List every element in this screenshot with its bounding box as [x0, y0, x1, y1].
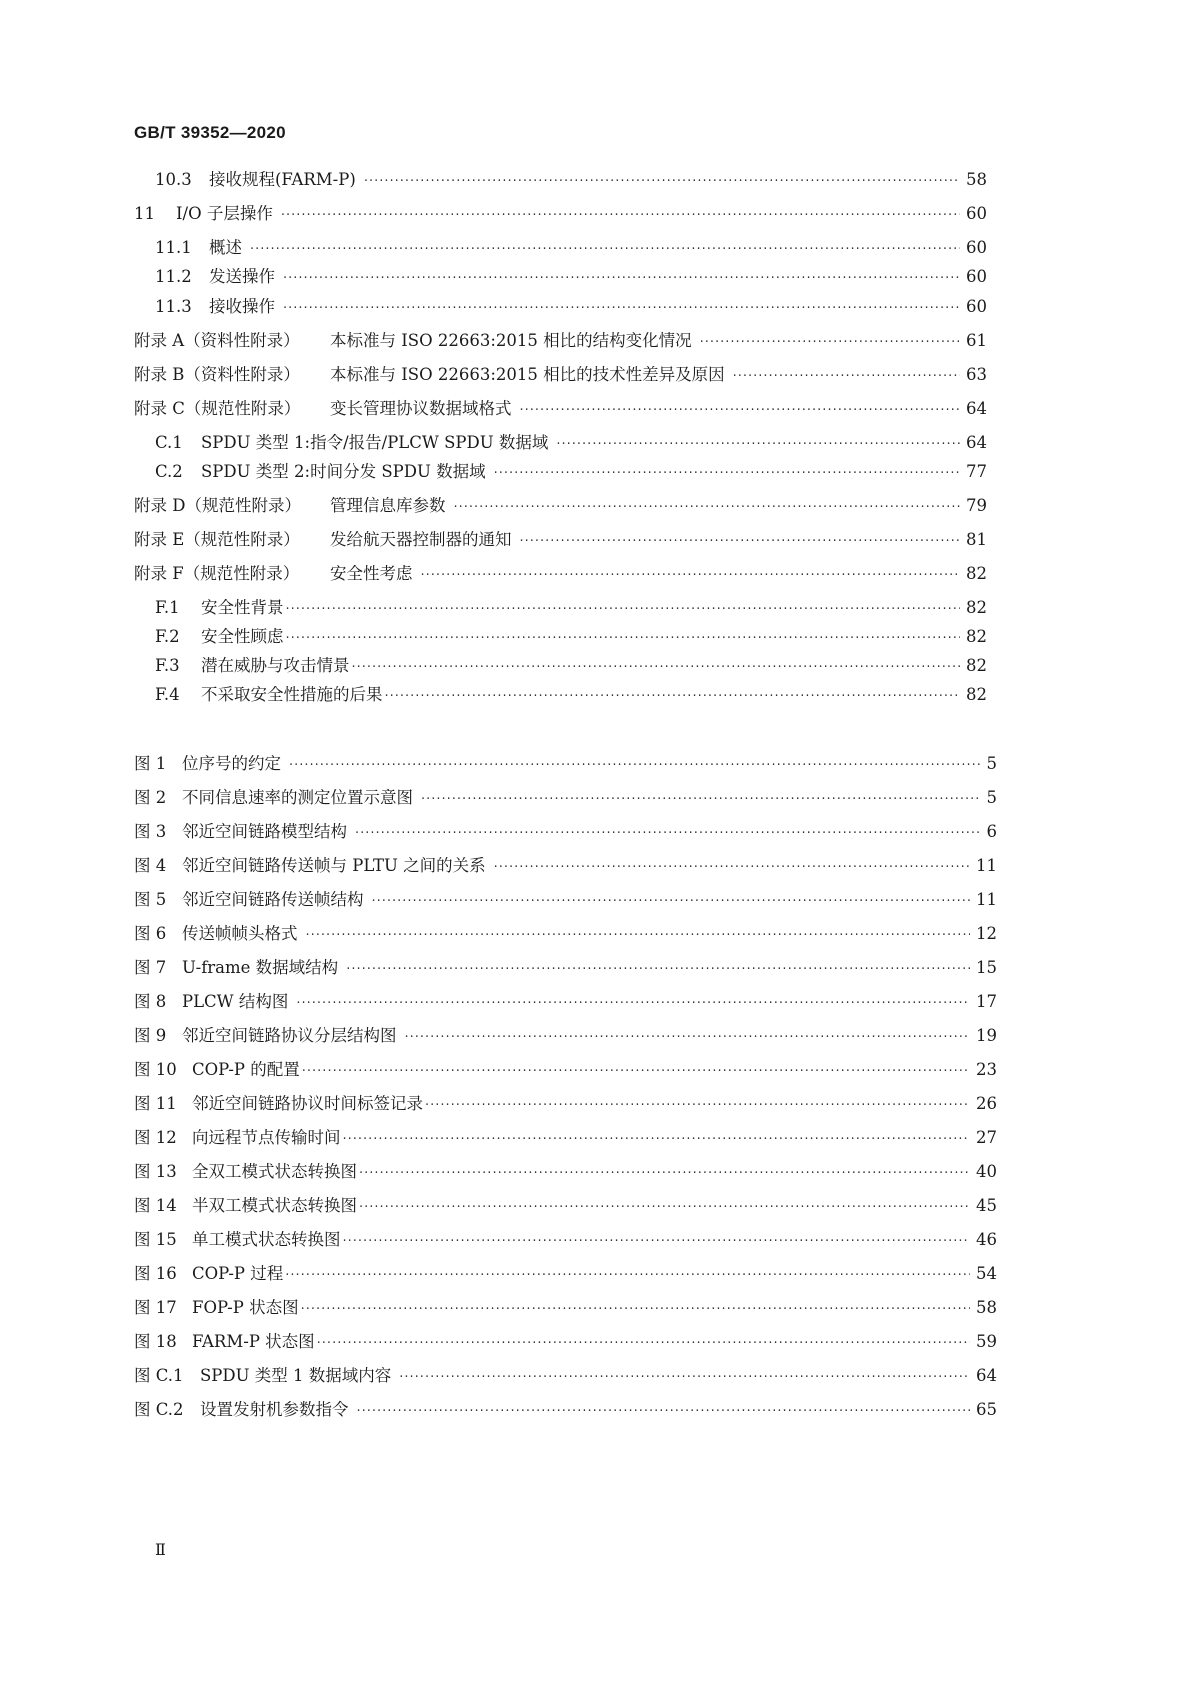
leader-dots [302, 1058, 970, 1084]
figure-entry[interactable] [134, 854, 997, 878]
toc-entry-number: 11.3 [155, 297, 192, 316]
figure-entry-title: 单工模式状态转换图 [192, 1230, 341, 1249]
leader-dots [372, 888, 971, 914]
figure-entry-title: 向远程节点传输时间 [192, 1128, 341, 1147]
figure-entry[interactable] [134, 1058, 997, 1082]
figure-entry[interactable] [134, 1160, 997, 1184]
figure-entry-title: SPDU 类型 1 数据域内容 [200, 1366, 392, 1385]
toc-entry-page: 64 [966, 399, 987, 418]
leader-dots [556, 431, 960, 457]
leader-dots [306, 922, 971, 948]
toc-entry-title: SPDU 类型 1:指令/报告/PLCW SPDU 数据域 [201, 433, 549, 452]
toc-entry-number: F.3 [155, 656, 180, 675]
toc-entry[interactable] [155, 683, 987, 707]
figure-entry-page: 19 [976, 1026, 997, 1045]
figure-entry-number: 图 1 [134, 754, 167, 773]
leader-dots [283, 265, 960, 291]
leader-dots [286, 596, 961, 622]
leader-dots [281, 202, 960, 228]
standard-id: GB/T 39352—2020 [134, 123, 286, 142]
toc-entry-page: 61 [966, 331, 987, 350]
page-number: Ⅱ [155, 1540, 166, 1559]
toc-entry-title: 概述 [209, 238, 242, 257]
figure-entry-title: U-frame 数据域结构 [182, 958, 339, 977]
figure-entry-title: 邻近空间链路协议时间标签记录 [192, 1094, 423, 1113]
figure-entry-page: 12 [976, 924, 997, 943]
leader-dots [283, 295, 960, 321]
toc-entry[interactable] [155, 625, 987, 649]
toc-entry-number: 10.3 [155, 170, 192, 189]
leader-dots [355, 820, 981, 846]
figure-entry-number: 图 10 [134, 1060, 177, 1079]
figure-entry[interactable] [134, 1126, 997, 1150]
figure-entry-title: FOP-P 状态图 [192, 1298, 299, 1317]
figure-entry-title: 邻近空间链路传送帧结构 [182, 890, 364, 909]
figure-entry-number: 图 14 [134, 1196, 177, 1215]
figure-entry-title: 位序号的约定 [182, 754, 281, 773]
leader-dots [364, 168, 960, 194]
figure-entry-title: COP-P 过程 [192, 1264, 284, 1283]
figure-entry[interactable] [134, 1024, 997, 1048]
toc-entry[interactable] [155, 596, 987, 620]
leader-dots [317, 1330, 970, 1356]
toc-entry-number: 11.1 [155, 238, 192, 257]
figure-entry-page: 58 [976, 1298, 997, 1317]
figure-entry-page: 46 [976, 1230, 997, 1249]
figure-entry-title: 邻近空间链路传送帧与 PLTU 之间的关系 [182, 856, 486, 875]
leader-dots [359, 1194, 970, 1220]
toc-entry-page: 82 [966, 627, 987, 646]
leader-dots [357, 1398, 971, 1424]
figure-entry-title: 设置发射机参数指令 [200, 1400, 349, 1419]
toc-entry-title: SPDU 类型 2:时间分发 SPDU 数据域 [201, 462, 486, 481]
figure-entry-number: 图 8 [134, 992, 167, 1011]
figure-entry-number: 图 12 [134, 1128, 177, 1147]
toc-entry[interactable] [134, 562, 987, 586]
leader-dots [359, 1160, 970, 1186]
toc-entry[interactable] [155, 295, 987, 319]
figure-entry[interactable] [134, 1228, 997, 1252]
figure-entry-number: 图 17 [134, 1298, 177, 1317]
toc-entry-title: I/O 子层操作 [176, 204, 273, 223]
leader-dots [343, 1228, 971, 1254]
figure-entry[interactable] [134, 786, 997, 810]
toc-entry-title: 潜在威胁与攻击情景 [201, 656, 350, 675]
toc-entry-number: C.2 [155, 462, 183, 481]
leader-dots [385, 683, 961, 709]
leader-dots [405, 1024, 971, 1050]
toc-entry-number: 附录 B（资料性附录） [134, 365, 300, 384]
figure-entry-page: 40 [976, 1162, 997, 1181]
toc-entry-page: 82 [966, 598, 987, 617]
toc-entry-page: 82 [966, 564, 987, 583]
toc-entry-title: 发给航天器控制器的通知 [330, 530, 512, 549]
toc-entry[interactable] [155, 431, 987, 455]
figure-entry-page: 54 [976, 1264, 997, 1283]
figure-entry-number: 图 9 [134, 1026, 167, 1045]
figure-entry-page: 64 [976, 1366, 997, 1385]
figure-entry-title: 全双工模式状态转换图 [192, 1162, 357, 1181]
leader-dots [296, 990, 970, 1016]
figure-entry[interactable] [134, 956, 997, 980]
leader-dots [250, 236, 960, 262]
figure-entry[interactable] [134, 1330, 997, 1354]
figure-entry-number: 图 16 [134, 1264, 177, 1283]
leader-dots [421, 786, 981, 812]
toc-entry-number: C.1 [155, 433, 183, 452]
figure-entry[interactable] [134, 1398, 997, 1422]
leader-dots [494, 854, 970, 880]
figure-entry[interactable] [134, 752, 997, 776]
leader-dots [520, 397, 961, 423]
toc-entry[interactable] [134, 528, 987, 552]
toc-entry[interactable] [134, 202, 987, 226]
toc-entry-number: 附录 F（规范性附录） [134, 564, 300, 583]
toc-entry-title: 安全性顾虑 [201, 627, 284, 646]
toc-entry-page: 58 [966, 170, 987, 189]
figure-entry-page: 65 [976, 1400, 997, 1419]
leader-dots [421, 562, 961, 588]
leader-dots [285, 1262, 970, 1288]
toc-entry-page: 64 [966, 433, 987, 452]
leader-dots [346, 956, 970, 982]
toc-entry-number: 附录 A（资料性附录） [134, 331, 300, 350]
toc-entry-page: 60 [966, 238, 987, 257]
toc-entry[interactable] [134, 494, 987, 518]
figure-entry-page: 27 [976, 1128, 997, 1147]
leader-dots [286, 625, 961, 651]
figure-entry-number: 图 C.1 [134, 1366, 184, 1385]
toc-entry[interactable] [155, 236, 987, 260]
figure-entry-number: 图 15 [134, 1230, 177, 1249]
figure-entry-number: 图 11 [134, 1094, 177, 1113]
figure-entry[interactable] [134, 1364, 997, 1388]
toc-entry-title: 接收操作 [209, 297, 275, 316]
toc-entry[interactable] [134, 329, 987, 353]
toc-entry-title: 不采取安全性措施的后果 [201, 685, 383, 704]
figure-entry-title: 邻近空间链路模型结构 [182, 822, 347, 841]
toc-entry-page: 60 [966, 267, 987, 286]
toc-entry-title: 发送操作 [209, 267, 275, 286]
figure-entry-page: 45 [976, 1196, 997, 1215]
figure-entry-number: 图 4 [134, 856, 167, 875]
figure-entry-number: 图 C.2 [134, 1400, 184, 1419]
figure-entry-title: 不同信息速率的测定位置示意图 [182, 788, 413, 807]
toc-entry[interactable] [134, 363, 987, 387]
leader-dots [343, 1126, 971, 1152]
figure-entry-title: 邻近空间链路协议分层结构图 [182, 1026, 397, 1045]
figure-entry-number: 图 7 [134, 958, 167, 977]
toc-entry[interactable] [155, 460, 987, 484]
toc-entry-page: 82 [966, 656, 987, 675]
toc-entry-title: 安全性背景 [201, 598, 284, 617]
figure-entry[interactable] [134, 1296, 997, 1320]
toc-entry-page: 60 [966, 204, 987, 223]
toc-entry-title: 本标准与 ISO 22663:2015 相比的技术性差异及原因 [330, 365, 725, 384]
toc-entry[interactable] [155, 654, 987, 678]
leader-dots [700, 329, 960, 355]
toc-entry-page: 77 [966, 462, 987, 481]
leader-dots [352, 654, 961, 680]
figure-entry[interactable] [134, 1092, 997, 1116]
figure-entry-page: 15 [976, 958, 997, 977]
toc-entry[interactable] [134, 397, 987, 421]
figure-entry-page: 23 [976, 1060, 997, 1079]
leader-dots [494, 460, 960, 486]
toc-entry[interactable] [155, 265, 987, 289]
toc-entry-number: 11 [134, 204, 155, 223]
figure-entry-number: 图 5 [134, 890, 167, 909]
toc-entry-title: 变长管理协议数据域格式 [330, 399, 512, 418]
figure-entry-page: 6 [986, 822, 997, 841]
toc-entry-title: 安全性考虑 [330, 564, 413, 583]
toc-entry-page: 82 [966, 685, 987, 704]
figure-entry-number: 图 2 [134, 788, 167, 807]
toc-entry-number: 附录 D（规范性附录） [134, 496, 301, 515]
leader-dots [301, 1296, 970, 1322]
figure-entry-number: 图 3 [134, 822, 167, 841]
figure-entry-title: FARM-P 状态图 [192, 1332, 315, 1351]
figure-entry-number: 图 18 [134, 1332, 177, 1351]
figure-entry-page: 26 [976, 1094, 997, 1113]
leader-dots [733, 363, 960, 389]
toc-entry-number: F.4 [155, 685, 180, 704]
toc-entry-number: 附录 E（规范性附录） [134, 530, 300, 549]
figure-entry[interactable] [134, 888, 997, 912]
leader-dots [425, 1092, 970, 1118]
figure-entry[interactable] [134, 1262, 997, 1286]
figure-entry-page: 11 [976, 890, 997, 909]
leader-dots [399, 1364, 970, 1390]
figure-entry[interactable] [134, 990, 997, 1014]
leader-dots [289, 752, 981, 778]
figure-entry-title: 半双工模式状态转换图 [192, 1196, 357, 1215]
toc-entry-page: 81 [966, 530, 987, 549]
toc-entry-number: F.1 [155, 598, 180, 617]
leader-dots [454, 494, 961, 520]
toc-entry-number: 附录 C（规范性附录） [134, 399, 301, 418]
leader-dots [520, 528, 961, 554]
figure-entry-page: 5 [986, 788, 997, 807]
figure-entry-title: 传送帧帧头格式 [182, 924, 298, 943]
figure-entry-page: 59 [976, 1332, 997, 1351]
figure-entry-title: PLCW 结构图 [182, 992, 289, 1011]
toc-entry-page: 60 [966, 297, 987, 316]
figure-entry-number: 图 13 [134, 1162, 177, 1181]
toc-entry-title: 接收规程(FARM-P) [209, 170, 356, 189]
toc-entry-page: 79 [966, 496, 987, 515]
figure-entry-page: 5 [986, 754, 997, 773]
figure-entry-page: 11 [976, 856, 997, 875]
toc-entry[interactable] [155, 168, 987, 192]
figure-entry[interactable] [134, 922, 997, 946]
toc-entry-title: 本标准与 ISO 22663:2015 相比的结构变化情况 [330, 331, 692, 350]
figure-entry-title: COP-P 的配置 [192, 1060, 300, 1079]
toc-entry-title: 管理信息库参数 [330, 496, 446, 515]
figure-entry-page: 17 [976, 992, 997, 1011]
toc-entry-number: 11.2 [155, 267, 192, 286]
figure-entry-number: 图 6 [134, 924, 167, 943]
figure-entry[interactable] [134, 1194, 997, 1218]
toc-entry-page: 63 [966, 365, 987, 384]
figure-entry[interactable] [134, 820, 997, 844]
toc-entry-number: F.2 [155, 627, 180, 646]
